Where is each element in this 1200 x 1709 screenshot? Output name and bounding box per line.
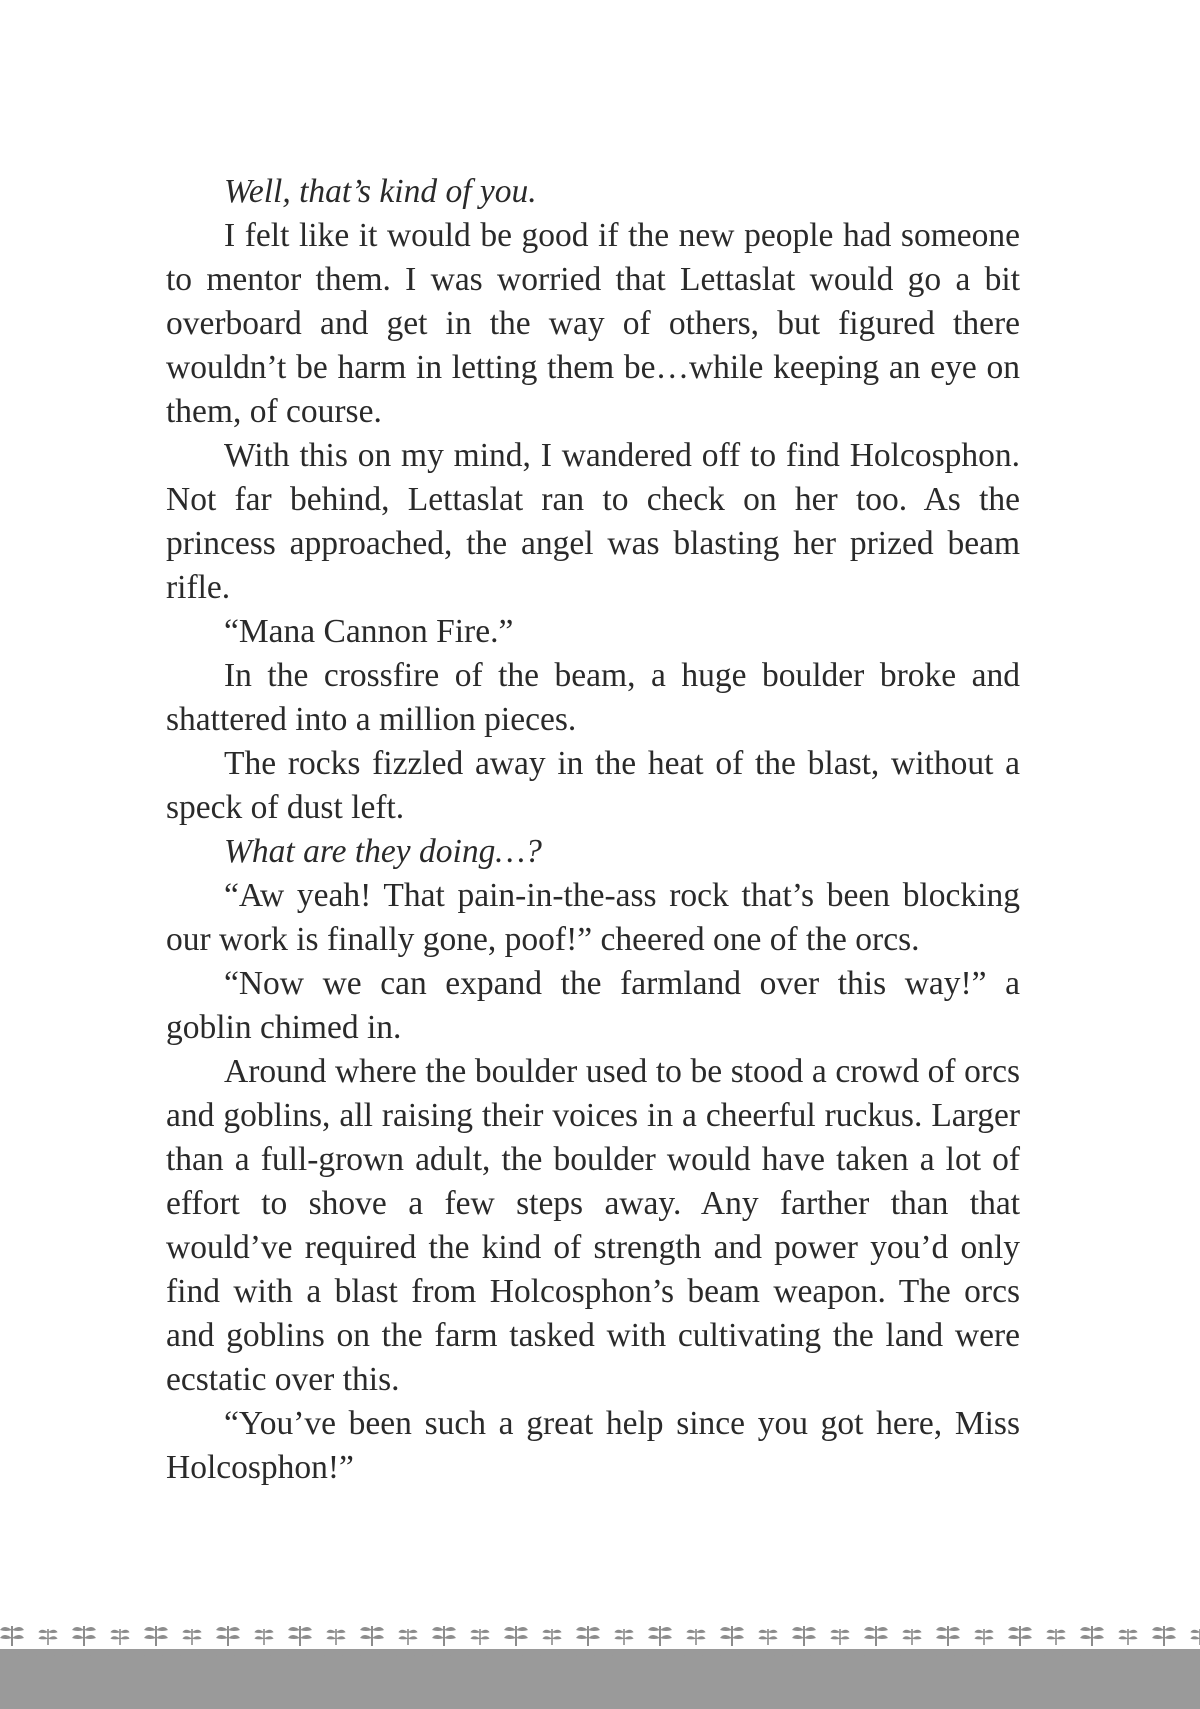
paragraph-8: “Aw yeah! That pain-in-the-ass rock that’s been blocking our work is finally gone, poof!” cheered one of the orcs.	[166, 877, 1020, 958]
sprout-icon	[288, 1626, 312, 1646]
sprout-icon	[182, 1629, 201, 1645]
paragraph-1: Well, that’s kind of you.	[224, 173, 537, 210]
sprout-icon	[758, 1629, 777, 1645]
sprout-icon	[576, 1626, 600, 1646]
sprout-icon	[1118, 1629, 1137, 1645]
sprout-icon	[830, 1629, 849, 1645]
sprout-row	[0, 1626, 1200, 1646]
paragraph-2: I felt like it would be good if the new people had someone to mentor them. I was worried that Lettaslat would go a bit overboard and get in the way of others, but figured there wouldn’t be harm in letting them be…while keeping an eye on them, of course.	[166, 217, 1020, 430]
footer-ornament-band	[0, 1604, 1200, 1709]
sprout-icon	[902, 1629, 921, 1645]
sprout-icon	[936, 1626, 960, 1646]
sprout-icon	[144, 1626, 168, 1646]
sprout-icon	[792, 1626, 816, 1646]
sprout-icon	[1046, 1629, 1065, 1645]
sprout-icon	[72, 1626, 96, 1646]
paragraph-3: With this on my mind, I wandered off to find Holcosphon. Not far behind, Lettaslat ran to check on her too. As the princess approached, the angel was blasting her prized beam rifle.	[166, 437, 1020, 606]
footer-ornament	[0, 1604, 1200, 1709]
sprout-icon	[648, 1626, 672, 1646]
sprout-icon	[614, 1629, 633, 1645]
paragraph-4: “Mana Cannon Fire.”	[224, 613, 514, 650]
page-body-text	[166, 170, 1020, 1490]
sprout-icon	[504, 1626, 528, 1646]
paragraph-5: In the crossfire of the beam, a huge boulder broke and shattered into a million pieces.	[166, 657, 1020, 738]
sprout-icon	[1190, 1629, 1200, 1645]
sprout-icon	[360, 1626, 384, 1646]
sprout-icon	[216, 1626, 240, 1646]
sprout-icon	[470, 1629, 489, 1645]
sprout-icon	[398, 1629, 417, 1645]
sprout-icon	[432, 1626, 456, 1646]
sprout-icon	[38, 1629, 57, 1645]
sprout-icon	[1152, 1626, 1176, 1646]
sprout-icon	[110, 1629, 129, 1645]
sprout-icon	[720, 1626, 744, 1646]
paragraph-11: “You’ve been such a great help since you got here, Miss Holcosphon!”	[166, 1405, 1020, 1486]
paragraph-9: “Now we can expand the farmland over this way!” a goblin chimed in.	[166, 965, 1020, 1046]
paragraph-6: The rocks fizzled away in the heat of the blast, without a speck of dust left.	[166, 745, 1020, 826]
sprout-icon	[686, 1629, 705, 1645]
sprout-icon	[254, 1629, 273, 1645]
paragraph-7: What are they doing…?	[224, 833, 542, 870]
sprout-icon	[864, 1626, 888, 1646]
sprout-icon	[0, 1626, 24, 1646]
paragraph-10: Around where the boulder used to be stood a crowd of orcs and goblins, all raising their voices in a cheerful ruckus. Larger than a full-grown adult, the boulder would have taken a lot of effort to shove a few steps away. Any farther than that would’ve required the kind of strength and power you’d only find with a blast from Holcosphon’s beam weapon. The orcs and goblins on the farm tasked with cultivating the land were ecstatic over this.	[166, 1053, 1020, 1398]
sprout-icon	[542, 1629, 561, 1645]
sprout-icon	[974, 1629, 993, 1645]
sprout-icon	[1008, 1626, 1032, 1646]
sprout-icon	[1080, 1626, 1104, 1646]
sprout-icon	[326, 1629, 345, 1645]
